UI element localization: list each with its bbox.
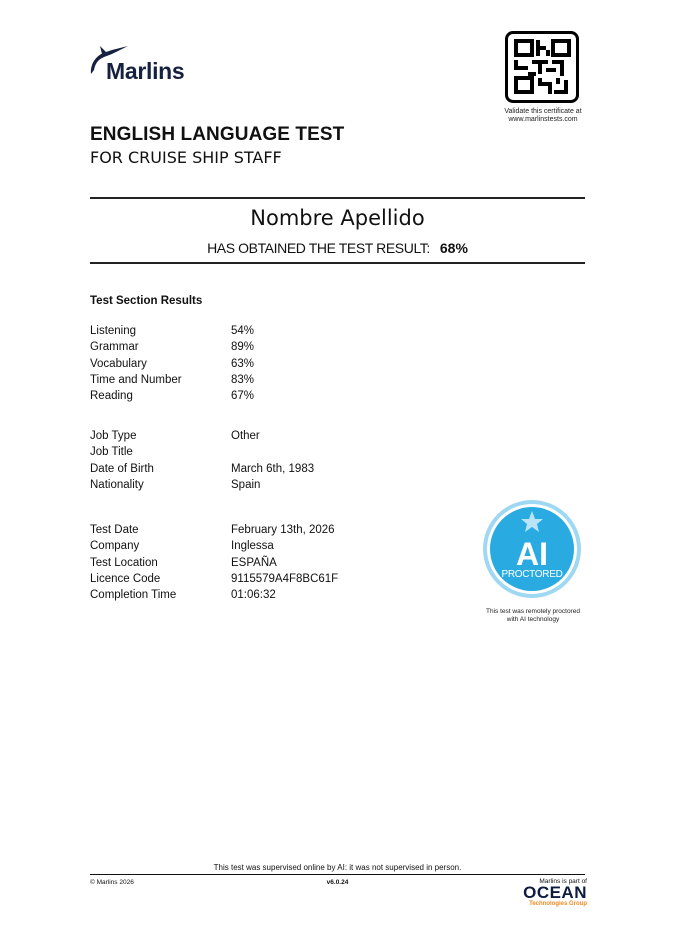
copyright: © Marlins 2026 [90,879,134,886]
section-row [90,356,254,372]
info-value: March 6th, 1983 [231,462,315,475]
info-value: ESPAÑA [231,556,277,569]
section-score: 63% [231,357,255,370]
qr-caption-url: www.marlinstests.com [508,116,578,123]
info-value: Other [231,430,260,442]
info-row [90,477,314,493]
qr-caption-line1: Validate this certificate at [504,108,582,115]
section-results-title: Test Section Results [90,295,203,307]
bottom-divider [90,262,585,264]
section-score: 89% [231,341,255,354]
ai-proctored-icon [482,499,582,599]
version: v6.0.24 [326,879,349,886]
qr-code-icon [508,34,576,100]
supervision-note: This test was supervised online by AI: it was not supervised in person. [213,863,462,872]
result-label: HAS OBTAINED THE TEST RESULT: [207,240,430,256]
personal-info-list [90,428,314,493]
info-label: Nationality [90,478,144,491]
section-results-list [90,323,254,404]
result-value: 68% [439,240,468,256]
info-row [90,522,338,538]
info-value: 9115579A4F8BC61F [231,572,339,585]
ocean-logo [505,878,587,907]
info-label: Job Title [90,446,133,459]
test-subtitle: FOR CRUISE SHIP STAFF [90,148,282,167]
qr-code[interactable] [505,31,579,103]
section-label: Grammar [90,341,139,354]
section-row [90,372,254,388]
info-label: Date of Birth [90,462,154,475]
info-label: Test Date [90,524,139,536]
info-value: 01:06:32 [231,589,276,602]
overall-result [90,240,585,256]
section-score: 54% [231,325,255,337]
info-label: Job Type [90,430,137,442]
badge-caption [470,608,596,624]
ocean-subtitle: Technologies Group [529,901,587,907]
info-row [90,555,338,571]
info-row [90,587,338,603]
svg-text:AI: AI [516,536,548,572]
svg-text:PROCTORED: PROCTORED [501,569,563,580]
section-row [90,388,254,404]
ocean-wordmark: OCEAN [523,883,587,902]
section-label: Time and Number [90,373,182,386]
info-label: Completion Time [90,589,177,602]
top-divider [90,197,585,199]
section-row [90,323,254,339]
info-row [90,428,314,444]
section-score: 67% [231,390,255,403]
badge-caption-line2: with AI technology [506,616,560,623]
qr-caption [488,108,598,124]
part-of-label: Marlins is part of [539,878,587,885]
brand-name: Marlins [106,58,185,84]
info-value: Spain [231,478,261,491]
info-label: Licence Code [90,572,161,585]
section-label: Reading [90,390,133,403]
candidate-name: Nombre Apellido [250,206,425,230]
test-info-list [90,522,338,603]
test-title: ENGLISH LANGUAGE TEST [90,124,345,145]
badge-caption-line1: This test was remotely proctored [486,608,580,615]
info-label: Test Location [90,556,158,569]
info-value: Inglessa [231,540,274,553]
section-label: Listening [90,325,137,337]
section-score: 83% [231,373,255,386]
section-label: Vocabulary [90,357,147,370]
info-label: Company [90,540,140,553]
ai-proctored-badge [482,499,582,599]
info-value: February 13th, 2026 [231,524,335,536]
info-row [90,571,338,587]
info-row [90,461,314,477]
footer-divider [90,874,585,875]
info-row [90,538,338,554]
info-row [90,444,314,460]
section-row [90,339,254,355]
